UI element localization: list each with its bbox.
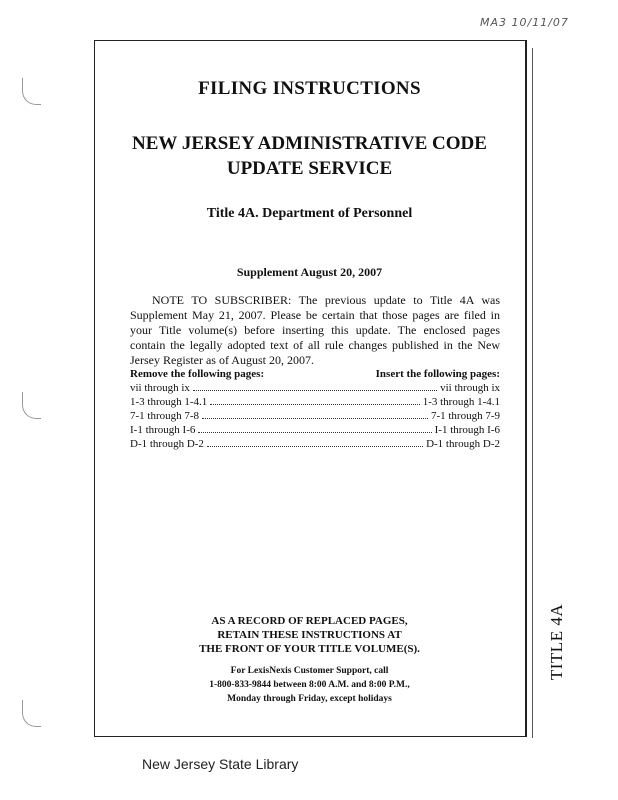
remove-pages: D-1 through D-2 <box>130 438 204 450</box>
insert-header: Insert the following pages: <box>375 368 500 380</box>
leader-dots <box>193 381 437 391</box>
page-border-right <box>525 40 527 737</box>
insert-pages: D-1 through D-2 <box>426 438 500 450</box>
table-row <box>130 395 500 409</box>
code-title <box>94 131 525 181</box>
pages-table <box>130 368 500 451</box>
insert-pages: 7-1 through 7-9 <box>430 410 500 422</box>
title-side-tab <box>532 602 582 682</box>
library-stamp: New Jersey State Library <box>142 756 299 772</box>
record-line: THE FRONT OF YOUR TITLE VOLUME(S). <box>199 643 420 655</box>
remove-pages: I-1 through I-6 <box>130 424 196 436</box>
leader-dots <box>198 423 431 433</box>
code-title-line: UPDATE SERVICE <box>226 158 393 179</box>
table-row <box>130 437 500 451</box>
record-instructions <box>94 614 525 656</box>
table-row <box>130 381 500 395</box>
remove-pages: 7-1 through 7-8 <box>130 410 200 422</box>
punch-hole-mark <box>22 392 41 419</box>
remove-pages: vii through ix <box>130 382 190 394</box>
pages-table-header <box>130 368 500 381</box>
customer-support <box>94 664 525 706</box>
leader-dots <box>207 437 423 447</box>
code-title-line: NEW JERSEY ADMINISTRATIVE CODE <box>132 133 487 154</box>
insert-pages: vii through ix <box>440 382 500 394</box>
insert-pages: I-1 through I-6 <box>434 424 500 436</box>
record-line: RETAIN THESE INSTRUCTIONS AT <box>217 629 402 641</box>
side-tab-label: TITLE 4A <box>547 603 567 681</box>
punch-hole-mark <box>22 700 41 727</box>
punch-hole-mark <box>22 78 41 105</box>
table-row <box>130 423 500 437</box>
handwritten-note: MA3 10/11/07 <box>480 16 569 29</box>
remove-pages: 1-3 through 1-4.1 <box>130 396 208 408</box>
title-heading: Title 4A. Department of Personnel <box>206 206 413 221</box>
leader-dots <box>210 395 419 405</box>
support-line: 1-800-833-9844 between 8:00 A.M. and 8:00 P.M., <box>209 680 410 690</box>
record-line: AS A RECORD OF REPLACED PAGES, <box>211 615 408 627</box>
table-row <box>130 409 500 423</box>
leader-dots <box>202 409 428 419</box>
page-title: FILING INSTRUCTIONS <box>198 78 421 99</box>
supplement-date: Supplement August 20, 2007 <box>236 265 383 279</box>
support-line: For LexisNexis Customer Support, call <box>230 666 389 676</box>
support-line: Monday through Friday, except holidays <box>227 694 392 704</box>
remove-header: Remove the following pages: <box>130 368 265 380</box>
subscriber-note: NOTE TO SUBSCRIBER: The previous update to Title 4A was Supplement May 21, 2007. Please be certain that those pages are filed in your Title volume(s) before inserting this update. The enclosed pages contain the legally adopted text of all rule changes published in the New Jersey Register as of August 20, 2007. <box>130 293 500 367</box>
insert-pages: 1-3 through 1-4.1 <box>422 396 500 408</box>
